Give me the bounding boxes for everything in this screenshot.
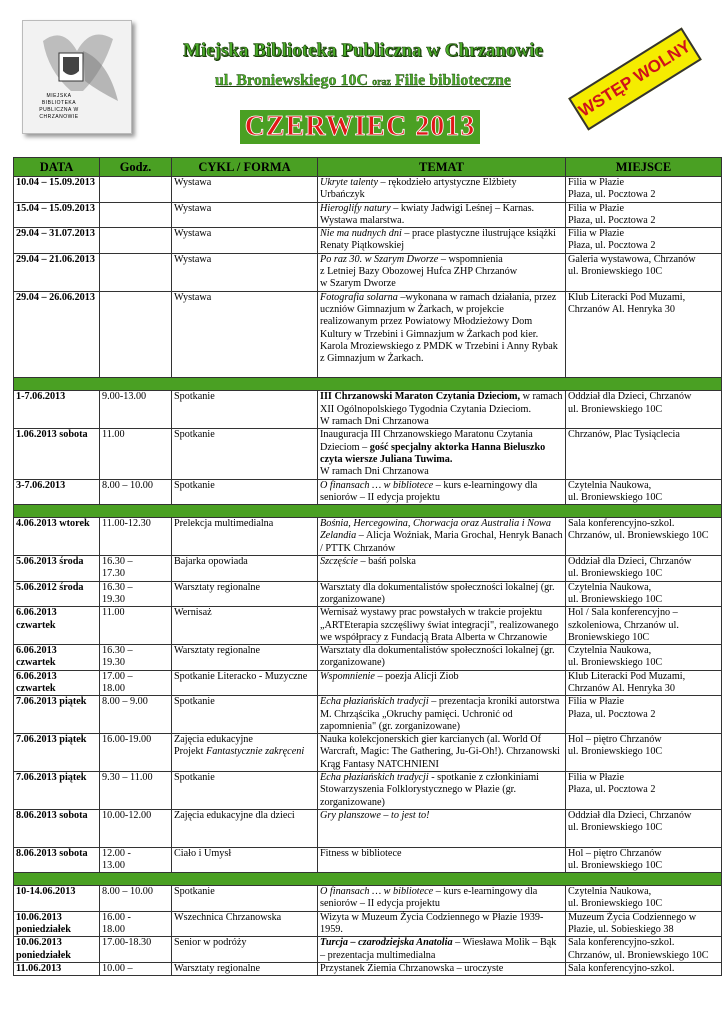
event-time: 9.30 – 11.00 <box>100 772 172 810</box>
event-date: 15.04 – 15.09.2013 <box>14 202 100 228</box>
event-date: 3-7.06.2013 <box>14 479 100 505</box>
event-place: Filia w Płazie Płaza, ul. Pocztowa 2 <box>566 177 722 203</box>
event-time: 11.00 <box>100 607 172 645</box>
event-time: 11.00 <box>100 429 172 479</box>
event-topic: III Chrzanowski Maraton Czytania Dzieciom, w ramach XII Ogólnopolskiego Tygodnia Czytania Dzieciom. W ramach Dni Chrzanowa <box>318 391 566 429</box>
event-place: Oddział dla Dzieci, Chrzanów ul. Broniewskiego 10C <box>566 556 722 582</box>
event-place: Sala konferencyjno-szkol. <box>566 962 722 975</box>
library-logo <box>22 20 132 134</box>
section-separator-row <box>14 873 722 886</box>
section-separator <box>14 873 722 886</box>
event-date: 7.06.2013 piątek <box>14 696 100 734</box>
table-row <box>14 911 722 937</box>
event-time: 9.00-13.00 <box>100 391 172 429</box>
event-time <box>100 253 172 291</box>
event-time: 10.00 – <box>100 962 172 975</box>
table-header-row <box>14 158 722 177</box>
event-form: Warsztaty regionalne <box>172 962 318 975</box>
column-header-place: MIEJSCE <box>566 158 722 177</box>
event-place: Oddział dla Dzieci, Chrzanów ul. Broniewskiego 10C <box>566 809 722 847</box>
table-row <box>14 391 722 429</box>
table-row <box>14 556 722 582</box>
event-place: Galeria wystawowa, Chrzanów ul. Broniewskiego 10C <box>566 253 722 291</box>
event-place: Filia w Płazie Płaza, ul. Pocztowa 2 <box>566 202 722 228</box>
event-topic: Wernisaż wystawy prac powstałych w trakcie projektu „ARTEterapia szczęśliwy świat integracji", realizowanego we współpracy z Fundacją Brata Alberta w Chrzanowie <box>318 607 566 645</box>
table-row <box>14 228 722 254</box>
event-time: 16.00-19.00 <box>100 734 172 772</box>
page-subtitle <box>148 72 578 90</box>
event-place: Muzeum Życia Codziennego w Płazie, ul. Sobieskiego 38 <box>566 911 722 937</box>
event-form: Wernisaż <box>172 607 318 645</box>
event-form: Spotkanie <box>172 772 318 810</box>
column-header-topic: TEMAT <box>318 158 566 177</box>
event-topic: Fotografia solarna –wykonana w ramach działania, przez uczniów Gimnazjum w Żarkach, w projekcie realizowanym przez Powiatowy Młodzieżowy Dom Kultury w Trzebini i Gimnazjum w Żarkach pod kier. Karola Mroziewskiego z PMDK w Trzebini i Anny Rybak z Gimnazjum w Żarkach. <box>318 291 566 378</box>
event-time: 8.00 – 9.00 <box>100 696 172 734</box>
event-topic: Warsztaty dla dokumentalistów społeczności lokalnej (gr. zorganizowane) <box>318 581 566 607</box>
month-banner: CZERWIEC 2013 <box>240 110 480 144</box>
event-topic: O finansach … w bibliotece – kurs e-learningowy dla seniorów – II edycja projektu <box>318 886 566 912</box>
event-date: 6.06.2013 czwartek <box>14 607 100 645</box>
event-form: Spotkanie <box>172 696 318 734</box>
event-place: Sala konferencyjno-szkol. Chrzanów, ul. Broniewskiego 10C <box>566 937 722 963</box>
event-form: Warsztaty regionalne <box>172 645 318 671</box>
table-row <box>14 645 722 671</box>
column-header-time: Godz. <box>100 158 172 177</box>
event-date: 8.06.2013 sobota <box>14 809 100 847</box>
event-topic: Fitness w bibliotece <box>318 847 566 873</box>
event-place: Hol – piętro Chrzanów ul. Broniewskiego 10C <box>566 847 722 873</box>
event-time: 16.30 – 19.30 <box>100 581 172 607</box>
event-topic: Hieroglify natury – kwiaty Jadwigi Leśnej – Karnas. Wystawa malarstwa. <box>318 202 566 228</box>
event-time: 8.00 – 10.00 <box>100 479 172 505</box>
table-row <box>14 886 722 912</box>
event-date: 10.06.2013 poniedziałek <box>14 911 100 937</box>
event-time: 16.00 - 18.00 <box>100 911 172 937</box>
section-separator <box>14 378 722 391</box>
events-table <box>13 157 722 976</box>
event-topic: Gry planszowe – to jest to! <box>318 809 566 847</box>
event-time <box>100 291 172 378</box>
column-header-form: CYKL / FORMA <box>172 158 318 177</box>
subtitle-conjunction: oraz <box>372 77 391 88</box>
event-topic: Nie ma nudnych dni – prace plastyczne ilustrujące książki Renaty Piątkowskiej <box>318 228 566 254</box>
event-form: Prelekcja multimedialna <box>172 518 318 556</box>
event-topic: Echa płaziańskich tradycji – prezentacja kroniki autorstwa M. Chrząścika „Okruchy pamięci. Uchronić od zapomnienia" (gr. zorganizowane) <box>318 696 566 734</box>
event-form: Zajęcia edukacyjne Projekt Fantastycznie zakręceni <box>172 734 318 772</box>
table-row <box>14 518 722 556</box>
event-form: Wszechnica Chrzanowska <box>172 911 318 937</box>
event-form: Wystawa <box>172 253 318 291</box>
event-form: Spotkanie <box>172 886 318 912</box>
event-date: 1.06.2013 sobota <box>14 429 100 479</box>
section-separator-row <box>14 378 722 391</box>
table-row <box>14 581 722 607</box>
event-time: 16.30 – 17.30 <box>100 556 172 582</box>
event-topic: O finansach … w bibliotece – kurs e-learningowy dla seniorów – II edycja projektu <box>318 479 566 505</box>
event-form: Ciało i Umysł <box>172 847 318 873</box>
table-row <box>14 847 722 873</box>
event-place: Filia w Płazie Płaza, ul. Pocztowa 2 <box>566 772 722 810</box>
event-topic: Inauguracja III Chrzanowskiego Maratonu Czytania Dzieciom – gość specjalny aktorka Hanna Bieluszko czyta wiersze Juliana Tuwima. W ramach Dni Chrzanowa <box>318 429 566 479</box>
event-time <box>100 177 172 203</box>
event-time: 12.00 - 13.00 <box>100 847 172 873</box>
event-date: 6.06.2013 czwartek <box>14 670 100 696</box>
event-date: 5.06.2012 środa <box>14 581 100 607</box>
event-date: 10.06.2013 poniedziałek <box>14 937 100 963</box>
table-row <box>14 696 722 734</box>
event-topic: Po raz 30. w Szarym Dworze – wspomnienia z Letniej Bazy Obozowej Hufca ZHP Chrzanów w Szarym Dworze <box>318 253 566 291</box>
table-row <box>14 479 722 505</box>
event-place: Czytelnia Naukowa, ul. Broniewskiego 10C <box>566 479 722 505</box>
table-row <box>14 734 722 772</box>
event-date: 29.04 – 26.06.2013 <box>14 291 100 378</box>
event-date: 10-14.06.2013 <box>14 886 100 912</box>
event-topic: Bośnia, Hercegowina, Chorwacja oraz Australia i Nowa Zelandia – Alicja Woźniak, Maria Grochal, Henryk Banach / PTTK Chrzanów <box>318 518 566 556</box>
event-topic: Ukryte talenty – rękodzieło artystyczne Elżbiety Urbańczyk <box>318 177 566 203</box>
event-time: 17.00-18.30 <box>100 937 172 963</box>
event-form: Wystawa <box>172 202 318 228</box>
table-row <box>14 429 722 479</box>
event-place: Chrzanów, Plac Tysiąclecia <box>566 429 722 479</box>
event-date: 6.06.2013 czwartek <box>14 645 100 671</box>
subtitle-address: ul. Broniewskiego 10C <box>215 72 373 89</box>
event-time: 16.30 – 19.30 <box>100 645 172 671</box>
event-topic: Echa płaziańskich tradycji - spotkanie z członkiniami Stowarzyszenia Folklorystycznego w Płazie (gr. zorganizowane) <box>318 772 566 810</box>
event-form: Senior w podróży <box>172 937 318 963</box>
section-separator <box>14 505 722 518</box>
event-date: 11.06.2013 <box>14 962 100 975</box>
table-row <box>14 253 722 291</box>
event-place: Czytelnia Naukowa, ul. Broniewskiego 10C <box>566 886 722 912</box>
event-date: 7.06.2013 piątek <box>14 772 100 810</box>
event-topic: Wspomnienie – poezja Alicji Ziob <box>318 670 566 696</box>
event-date: 7.06.2013 piątek <box>14 734 100 772</box>
table-row <box>14 177 722 203</box>
event-form: Wystawa <box>172 177 318 203</box>
table-row <box>14 291 722 378</box>
section-separator-row <box>14 505 722 518</box>
table-row <box>14 809 722 847</box>
event-time <box>100 228 172 254</box>
event-time: 17.00 – 18.00 <box>100 670 172 696</box>
logo-text: MIEJSKA BIBLIOTEKA PUBLICZNA W CHRZANOWIE <box>39 93 79 120</box>
free-entry-badge: WSTĘP WOLNY <box>568 27 702 130</box>
event-form: Spotkanie <box>172 479 318 505</box>
event-topic: Warsztaty dla dokumentalistów społeczności lokalnej (gr. zorganizowane) <box>318 645 566 671</box>
event-topic: Turcja – czarodziejska Anatolia – Wiesława Molik – Bąk – prezentacja multimedialna <box>318 937 566 963</box>
event-form: Wystawa <box>172 228 318 254</box>
event-place: Oddział dla Dzieci, Chrzanów ul. Broniewskiego 10C <box>566 391 722 429</box>
event-date: 1-7.06.2013 <box>14 391 100 429</box>
events-table-body <box>14 177 722 976</box>
event-date: 8.06.2013 sobota <box>14 847 100 873</box>
table-row <box>14 772 722 810</box>
table-row <box>14 202 722 228</box>
event-topic: Przystanek Ziemia Chrzanowska – uroczyste <box>318 962 566 975</box>
event-form: Bajarka opowiada <box>172 556 318 582</box>
event-time <box>100 202 172 228</box>
event-date: 29.04 – 31.07.2013 <box>14 228 100 254</box>
event-form: Warsztaty regionalne <box>172 581 318 607</box>
event-form: Spotkanie Literacko - Muzyczne <box>172 670 318 696</box>
event-place: Sala konferencyjno-szkol. Chrzanów, ul. Broniewskiego 10C <box>566 518 722 556</box>
event-form: Zajęcia edukacyjne dla dzieci <box>172 809 318 847</box>
event-time: 10.00-12.00 <box>100 809 172 847</box>
event-date: 5.06.2013 środa <box>14 556 100 582</box>
event-place: Hol – piętro Chrzanów ul. Broniewskiego 10C <box>566 734 722 772</box>
event-place: Klub Literacki Pod Muzami, Chrzanów Al. Henryka 30 <box>566 670 722 696</box>
event-time: 11.00-12.30 <box>100 518 172 556</box>
event-topic: Nauka kolekcjonerskich gier karcianych (al. World Of Warcraft, Magic: The Gathering, Ju-Gi-Oh!). Chrzanowski Krąg Fantasy NATCHNIENI <box>318 734 566 772</box>
event-form: Spotkanie <box>172 391 318 429</box>
table-row <box>14 962 722 975</box>
event-place: Czytelnia Naukowa, ul. Broniewskiego 10C <box>566 645 722 671</box>
page-header <box>0 0 725 150</box>
event-date: 4.06.2013 wtorek <box>14 518 100 556</box>
table-row <box>14 670 722 696</box>
event-topic: Szczęście – baśń polska <box>318 556 566 582</box>
event-place: Hol / Sala konferencyjno – szkoleniowa, Chrzanów ul. Broniewskiego 10C <box>566 607 722 645</box>
event-place: Klub Literacki Pod Muzami, Chrzanów Al. Henryka 30 <box>566 291 722 378</box>
event-place: Filia w Płazie Płaza, ul. Pocztowa 2 <box>566 228 722 254</box>
event-topic: Wizyta w Muzeum Życia Codziennego w Płazie 1939-1959. <box>318 911 566 937</box>
event-time: 8.00 – 10.00 <box>100 886 172 912</box>
event-date: 10.04 – 15.09.2013 <box>14 177 100 203</box>
column-header-date: DATA <box>14 158 100 177</box>
event-form: Wystawa <box>172 291 318 378</box>
table-row <box>14 607 722 645</box>
event-date: 29.04 – 21.06.2013 <box>14 253 100 291</box>
table-row <box>14 937 722 963</box>
event-place: Filia w Płazie Płaza, ul. Pocztowa 2 <box>566 696 722 734</box>
event-form: Spotkanie <box>172 429 318 479</box>
event-place: Czytelnia Naukowa, ul. Broniewskiego 10C <box>566 581 722 607</box>
page-title: Miejska Biblioteka Publiczna w Chrzanowie <box>183 40 543 61</box>
subtitle-branches: Filie biblioteczne <box>390 72 511 89</box>
